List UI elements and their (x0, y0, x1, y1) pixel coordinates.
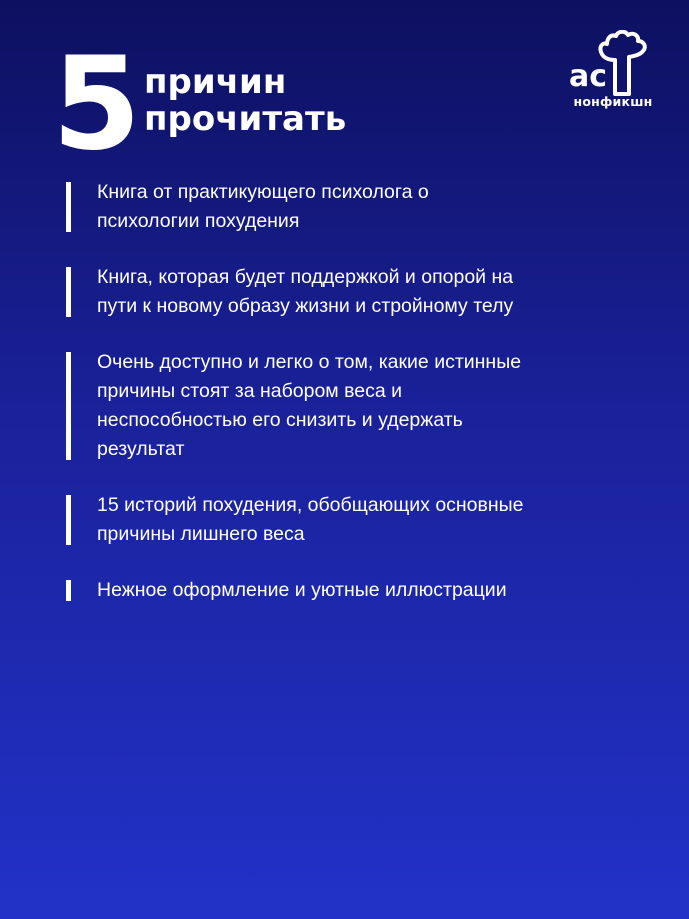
reasons-list (66, 178, 586, 632)
reason-bar (66, 352, 71, 460)
reason-item-2 (66, 263, 586, 321)
reason-text-4: 15 историй похудения, обобщающих основные причины лишнего веса (97, 494, 524, 545)
reason-bar (66, 267, 71, 317)
title-line-1: причин (144, 62, 287, 102)
page-title (144, 64, 404, 138)
reason-item-5 (66, 576, 586, 605)
reasons-count: 5 (52, 30, 138, 179)
reason-bar (66, 580, 71, 601)
reason-text-5: Нежное оформление и уютные иллюстрации (97, 579, 507, 601)
logo-subtitle: нонфикшн (573, 94, 653, 109)
title-line-2: прочитать (144, 99, 347, 139)
reason-item-4 (66, 491, 586, 549)
reason-text-2: Книга, которая будет поддержкой и опорой на пути к новому образу жизни и стройному телу (97, 266, 514, 317)
reason-item-3 (66, 348, 586, 464)
reason-text-3: Очень доступно и легко о том, какие истинные причины стоят за набором веса и неспособностью его снизить и удержать результат (97, 351, 522, 460)
svg-text:ас: ас (569, 59, 608, 94)
ast-tree-logo-icon (563, 30, 663, 100)
reason-text-1: Книга от практикующего психолога о психологии похудения (97, 181, 429, 232)
reason-item-1 (66, 178, 586, 236)
reason-bar (66, 495, 71, 545)
reason-bar (66, 182, 71, 232)
publisher-logo (563, 30, 663, 120)
